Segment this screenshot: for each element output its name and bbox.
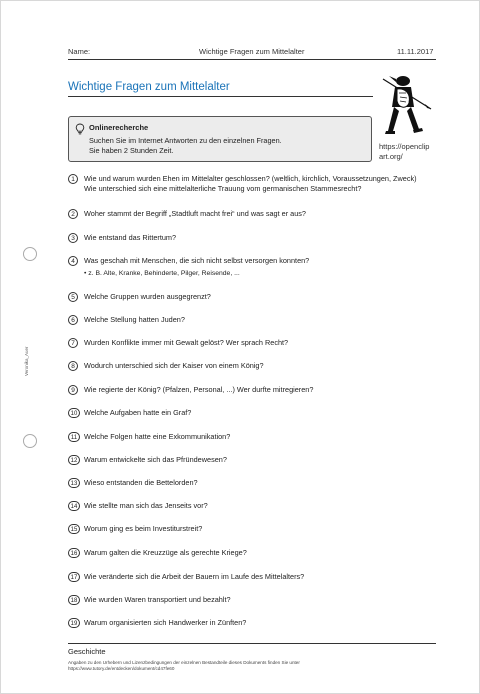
question-item (68, 548, 438, 558)
header-name-label: Name: (68, 47, 91, 56)
question-text: Worum ging es beim Investiturstreit? (84, 524, 203, 533)
question-item (68, 572, 438, 582)
knight-illustration (381, 71, 433, 139)
question-text: Wie stellte man sich das Jenseits vor? (84, 501, 208, 510)
question-item (68, 233, 438, 243)
question-text: Welche Folgen hatte eine Exkommunikation? (84, 432, 231, 441)
question-text: Was geschah mit Menschen, die sich nicht selbst versorgen konnten? (84, 256, 310, 265)
question-text-2: Wie unterschied sich eine mittelalterliche Trauung vom germanischen Stammesrecht? (84, 183, 362, 193)
image-credit-line-2: art.org/ (379, 152, 403, 161)
question-text: Warum entwickelte sich das Pfründewesen? (84, 455, 227, 464)
punch-hole (23, 247, 37, 261)
question-number: 5 (68, 292, 78, 302)
question-item (68, 209, 438, 219)
question-text: Welche Gruppen wurden ausgegrenzt? (84, 292, 211, 301)
question-item (68, 524, 438, 534)
question-text: Warum organisierten sich Handwerker in Zünften? (84, 618, 247, 627)
question-item (68, 315, 438, 325)
question-number: 11 (68, 432, 80, 442)
question-item (68, 361, 438, 371)
question-text: Wie veränderte sich die Arbeit der Bauern im Laufe des Mittelalters? (84, 572, 305, 581)
question-item (68, 408, 438, 418)
question-number: 19 (68, 618, 80, 628)
question-text: Welche Aufgaben hatte ein Graf? (84, 408, 192, 417)
question-text: Wie entstand das Rittertum? (84, 233, 177, 242)
question-text: Wodurch unterschied sich der Kaiser von einem König? (84, 361, 264, 370)
image-credit (379, 142, 439, 162)
question-item (68, 174, 438, 193)
punch-hole (23, 434, 37, 448)
header-title: Wichtige Fragen zum Mittelalter (199, 47, 305, 56)
footer-note-line-1: Angaben zu den Urhebern und Lizenzbedingungen der einzelnen Bestandteile dieses Dokuments finden Sie unter (68, 660, 300, 665)
lightbulb-icon (75, 123, 85, 135)
question-number: 17 (68, 572, 80, 582)
footer-subject: Geschichte (68, 647, 106, 656)
question-text: Wurden Konflikte immer mit Gewalt gelöst? Wer sprach Recht? (84, 338, 289, 347)
question-number: 18 (68, 595, 80, 605)
question-number: 3 (68, 233, 78, 243)
info-box-text (89, 136, 282, 155)
image-credit-line-1: https://openclip (379, 142, 430, 151)
question-text: Wie und warum wurden Ehen im Mittelalter geschlossen? (weltlich, kirchlich, Voraussetzungen, Zweck) (84, 174, 417, 183)
question-text: Wieso entstanden die Bettelorden? (84, 478, 198, 487)
footer-divider (68, 643, 436, 644)
page-title: Wichtige Fragen zum Mittelalter (68, 81, 230, 93)
question-number: 10 (68, 408, 80, 418)
question-number: 6 (68, 315, 78, 325)
question-item (68, 501, 438, 511)
question-number: 15 (68, 524, 80, 534)
question-number: 13 (68, 478, 80, 488)
question-item (68, 478, 438, 488)
question-subpoint: • z. B. Alte, Kranke, Behinderte, Pilger, Reisende, ... (84, 270, 240, 277)
question-number: 2 (68, 209, 78, 219)
question-number: 12 (68, 455, 80, 465)
question-text: Welche Stellung hatten Juden? (84, 315, 185, 324)
info-box (68, 116, 372, 162)
question-number: 16 (68, 548, 80, 558)
footer-license-note (68, 660, 368, 672)
footer-note-line-2: https://www.tutory.de/entdecken/dokument/cd47fe60 (68, 666, 175, 671)
question-item (68, 385, 438, 395)
question-item (68, 432, 438, 442)
question-text: Wie regierte der König? (Pfalzen, Personal, ...) Wer durfte mitregieren? (84, 385, 314, 394)
question-number: 9 (68, 385, 78, 395)
question-number: 8 (68, 361, 78, 371)
question-item (68, 256, 438, 266)
question-item (68, 338, 438, 348)
question-number: 4 (68, 256, 78, 266)
question-item (68, 595, 438, 605)
info-box-line-1: Suchen Sie im Internet Antworten zu den einzelnen Fragen. (89, 136, 282, 145)
question-text: Woher stammt der Begriff „Stadtluft macht frei“ und was sagt er aus? (84, 209, 306, 218)
header-date: 11.11.2017 (397, 47, 434, 56)
question-number: 1 (68, 174, 78, 184)
question-item (68, 292, 438, 302)
info-box-heading: Onlinerecherche (89, 123, 149, 132)
question-number: 7 (68, 338, 78, 348)
question-text: Wie wurden Waren transportiert und bezahlt? (84, 595, 231, 604)
info-box-line-2: Sie haben 2 Stunden Zeit. (89, 145, 174, 155)
title-divider (68, 96, 373, 97)
question-item (68, 455, 438, 465)
question-number: 14 (68, 501, 80, 511)
author-label: Veronika_Auer (24, 346, 29, 376)
question-subpoint-text: z. B. Alte, Kranke, Behinderte, Pilger, Reisende, ... (88, 270, 240, 277)
header-divider (68, 59, 436, 60)
question-item (68, 618, 438, 628)
question-text: Warum galten die Kreuzzüge als gerechte Kriege? (84, 548, 247, 557)
